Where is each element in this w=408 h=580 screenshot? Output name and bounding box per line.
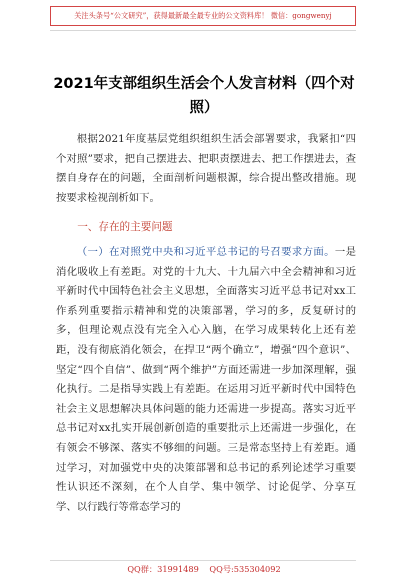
section-heading: 一、存在的主要问题: [77, 221, 173, 233]
header-banner: [50, 6, 356, 26]
footer: [0, 564, 408, 575]
footer-divider: [50, 560, 356, 561]
subheading: （一）在对照党中央和习近平总书记的号召要求方面。: [76, 246, 335, 258]
main-paragraph-text: 一是消化吸收上有差距。对党的十九大、十九届六中全会精神和习近平新时代中国特色社会主义思想，全面落实习近平总书记对xx工作系列重要指示精神和党的决策部署，学习的多，反复研讨的多，但理论观点没有完全入心入脑，在学习成果转化上还有差距，没有彻底消化领会，在捍卫“两个确立”，增强“四个意识”、坚定“四个自信”、做到“两个维护”方面还需进一步加深理解，强化执行。二是指导实践上有差距。在运用习近平新时代中国特色社会主义思想解决具体问题的能力还需进一步提高。落实习近平总书记对xx扎实开展创新创造的重要批示上还需进一步强化，在有领会不够深、落实不够细的问题。三是常态坚持上有差距。通过学习，对加强党中央的决策部署和总书记的系列论述学习重要性认识还不深刻，在个人自学、集中领学、讨论促学、分享互学、以行践行等常态学习的: [56, 246, 357, 513]
document-title: 2021年支部组织生活会个人发言材料（四个对照）: [53, 76, 355, 116]
footer-qq-number: QQ号:535304092: [209, 564, 281, 574]
header-divider: [50, 30, 356, 31]
intro-paragraph: 根据2021年度基层党组织组织生活会部署要求，我紧扣“四个对照”要求，把自己摆进去、把职责摆进去、把工作摆进去，查摆自身存在的问题，全面剖析问题根源，综合提出整改措施。现按要求检视剖析如下。: [56, 133, 356, 204]
main-paragraph: [56, 243, 356, 517]
header-banner-text: 关注头条号“公文研究”，获得最新最全最专业的公文资料库！ 微信：gongwenyj: [74, 11, 332, 20]
footer-qq-group: QQ群：31991489: [127, 564, 199, 574]
